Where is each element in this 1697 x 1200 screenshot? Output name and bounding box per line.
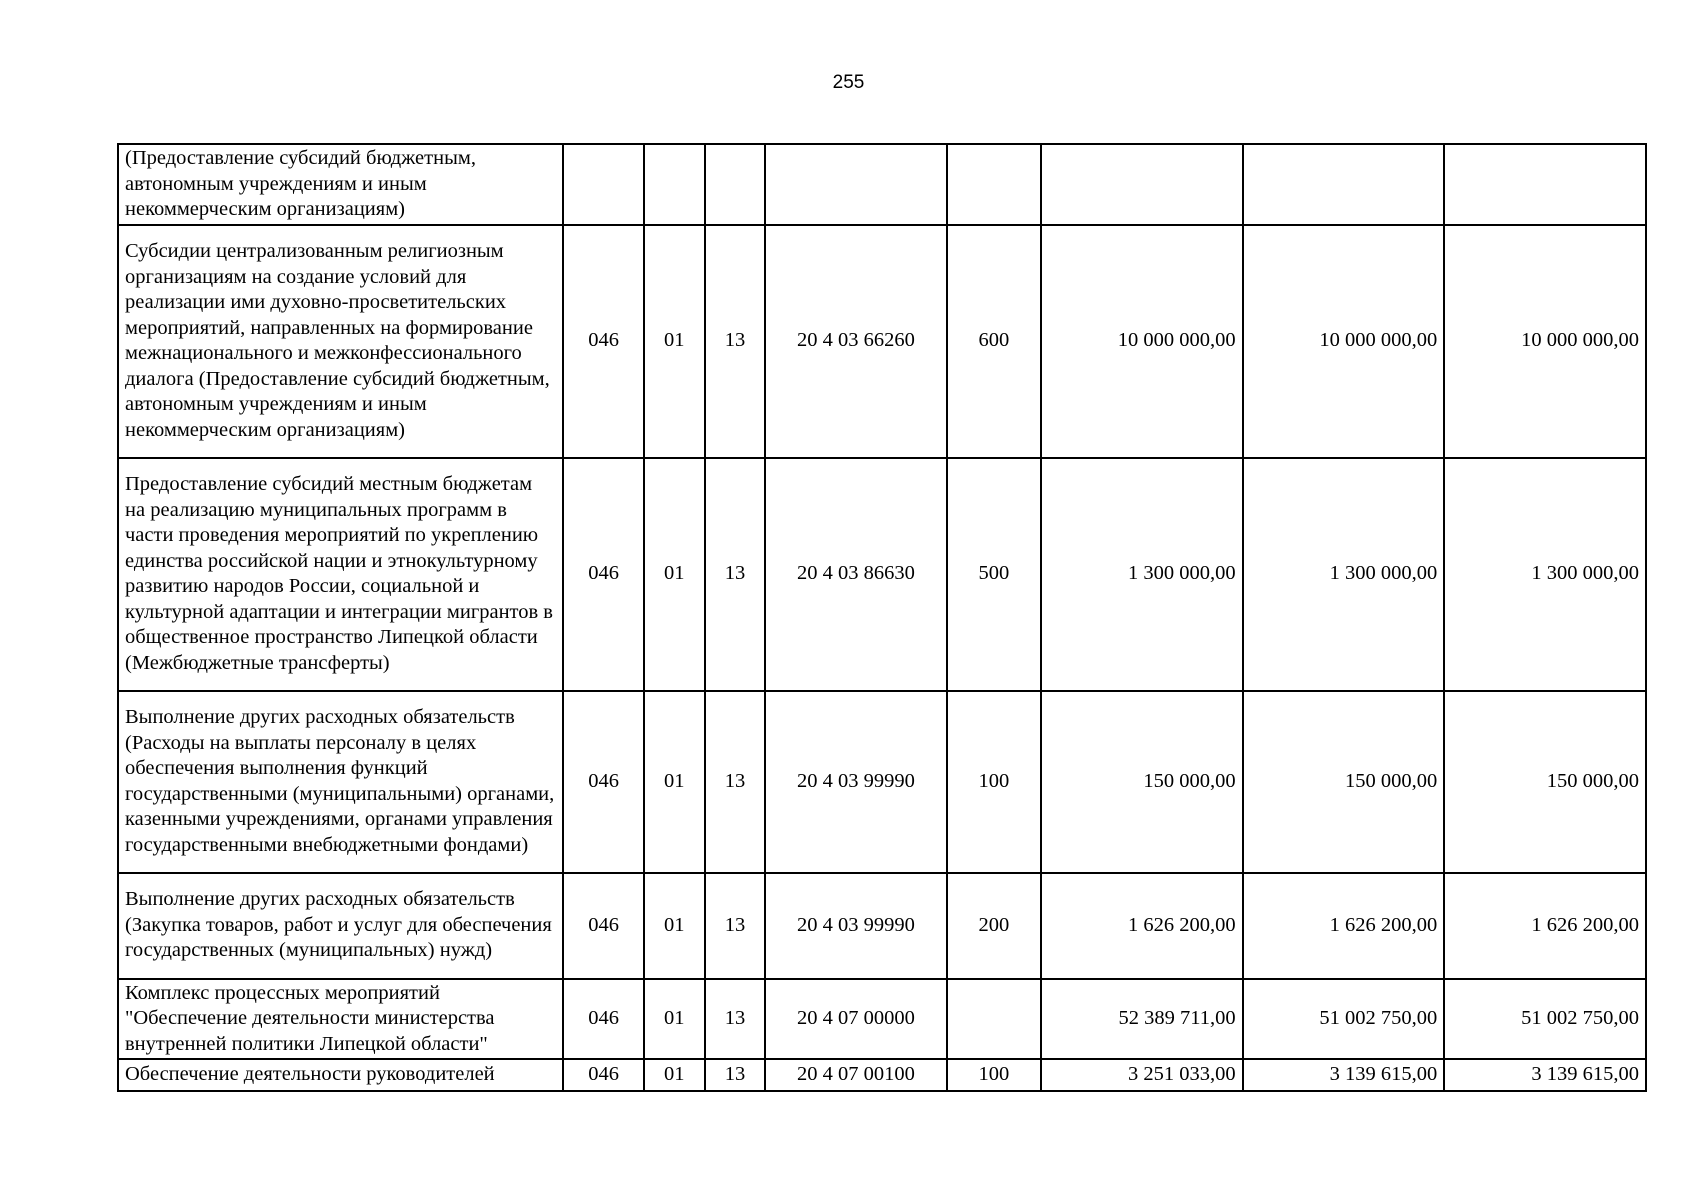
expense-type-cell: 200	[947, 873, 1041, 979]
row-description: Субсидии централизованным религиозным организациям на создание условий для реализации ими духовно-просветительских мероприятий, направленных на формирование межнационального и межконфессионального диалога (Предоставление субсидий бюджетным, автономным учреждениям и иным некоммерческим организациям)	[118, 225, 563, 458]
grbs-cell: 046	[563, 979, 643, 1060]
section-cell: 01	[644, 873, 705, 979]
section-cell	[644, 144, 705, 225]
row-description: Комплекс процессных мероприятий "Обеспечение деятельности министерства внутренней политики Липецкой области"	[118, 979, 563, 1060]
row-description: Предоставление субсидий местным бюджетам на реализацию муниципальных программ в части проведения мероприятий по укреплению единства российской нации и этнокультурному развитию народов России, социальной и культурной адаптации и интеграции мигрантов в общественное пространство Липецкой области (Межбюджетные трансферты)	[118, 458, 563, 691]
grbs-cell: 046	[563, 225, 643, 458]
section-cell: 01	[644, 458, 705, 691]
amount-year2-cell	[1243, 144, 1445, 225]
amount-year1-cell: 1 300 000,00	[1041, 458, 1243, 691]
amount-year1-cell: 150 000,00	[1041, 691, 1243, 873]
amount-year2-cell: 150 000,00	[1243, 691, 1445, 873]
section-cell: 01	[644, 691, 705, 873]
amount-year2-cell: 1 626 200,00	[1243, 873, 1445, 979]
target-article-cell: 20 4 03 66260	[765, 225, 947, 458]
amount-year1-cell	[1041, 144, 1243, 225]
subsection-cell: 13	[705, 691, 765, 873]
target-article-cell: 20 4 03 99990	[765, 873, 947, 979]
amount-year1-cell: 52 389 711,00	[1041, 979, 1243, 1060]
table-row	[118, 458, 1646, 691]
amount-year2-cell: 3 139 615,00	[1243, 1059, 1445, 1091]
row-description: (Предоставление субсидий бюджетным, автономным учреждениям и иным некоммерческим организациям)	[118, 144, 563, 225]
amount-year3-cell	[1444, 144, 1646, 225]
expense-type-cell: 500	[947, 458, 1041, 691]
target-article-cell: 20 4 03 99990	[765, 691, 947, 873]
subsection-cell: 13	[705, 979, 765, 1060]
subsection-cell	[705, 144, 765, 225]
amount-year3-cell: 150 000,00	[1444, 691, 1646, 873]
amount-year3-cell: 1 300 000,00	[1444, 458, 1646, 691]
table-row	[118, 144, 1646, 225]
row-description: Выполнение других расходных обязательств (Расходы на выплаты персоналу в целях обеспечения выполнения функций государственными (муниципальными) органами, казенными учреждениями, органами управления государственными внебюджетными фондами)	[118, 691, 563, 873]
table-row	[118, 873, 1646, 979]
target-article-cell: 20 4 07 00100	[765, 1059, 947, 1091]
amount-year3-cell: 3 139 615,00	[1444, 1059, 1646, 1091]
section-cell: 01	[644, 979, 705, 1060]
subsection-cell: 13	[705, 873, 765, 979]
section-cell: 01	[644, 225, 705, 458]
amount-year2-cell: 10 000 000,00	[1243, 225, 1445, 458]
expense-type-cell: 600	[947, 225, 1041, 458]
page-number: 255	[832, 72, 865, 93]
grbs-cell: 046	[563, 691, 643, 873]
expense-type-cell	[947, 144, 1041, 225]
subsection-cell: 13	[705, 458, 765, 691]
amount-year3-cell: 10 000 000,00	[1444, 225, 1646, 458]
grbs-cell: 046	[563, 1059, 643, 1091]
section-cell: 01	[644, 1059, 705, 1091]
table-row	[118, 691, 1646, 873]
amount-year3-cell: 1 626 200,00	[1444, 873, 1646, 979]
table-row	[118, 1059, 1646, 1091]
amount-year2-cell: 51 002 750,00	[1243, 979, 1445, 1060]
grbs-cell: 046	[563, 873, 643, 979]
amount-year3-cell: 51 002 750,00	[1444, 979, 1646, 1060]
amount-year1-cell: 3 251 033,00	[1041, 1059, 1243, 1091]
amount-year1-cell: 10 000 000,00	[1041, 225, 1243, 458]
grbs-cell	[563, 144, 643, 225]
target-article-cell: 20 4 07 00000	[765, 979, 947, 1060]
row-description: Обеспечение деятельности руководителей	[118, 1059, 563, 1091]
amount-year1-cell: 1 626 200,00	[1041, 873, 1243, 979]
target-article-cell	[765, 144, 947, 225]
subsection-cell: 13	[705, 225, 765, 458]
row-description: Выполнение других расходных обязательств (Закупка товаров, работ и услуг для обеспечения государственных (муниципальных) нужд)	[118, 873, 563, 979]
expense-type-cell	[947, 979, 1041, 1060]
target-article-cell: 20 4 03 86630	[765, 458, 947, 691]
expense-type-cell: 100	[947, 691, 1041, 873]
expense-type-cell: 100	[947, 1059, 1041, 1091]
table-row	[118, 979, 1646, 1060]
subsection-cell: 13	[705, 1059, 765, 1091]
amount-year2-cell: 1 300 000,00	[1243, 458, 1445, 691]
budget-table	[117, 143, 1647, 1092]
table-row	[118, 225, 1646, 458]
grbs-cell: 046	[563, 458, 643, 691]
